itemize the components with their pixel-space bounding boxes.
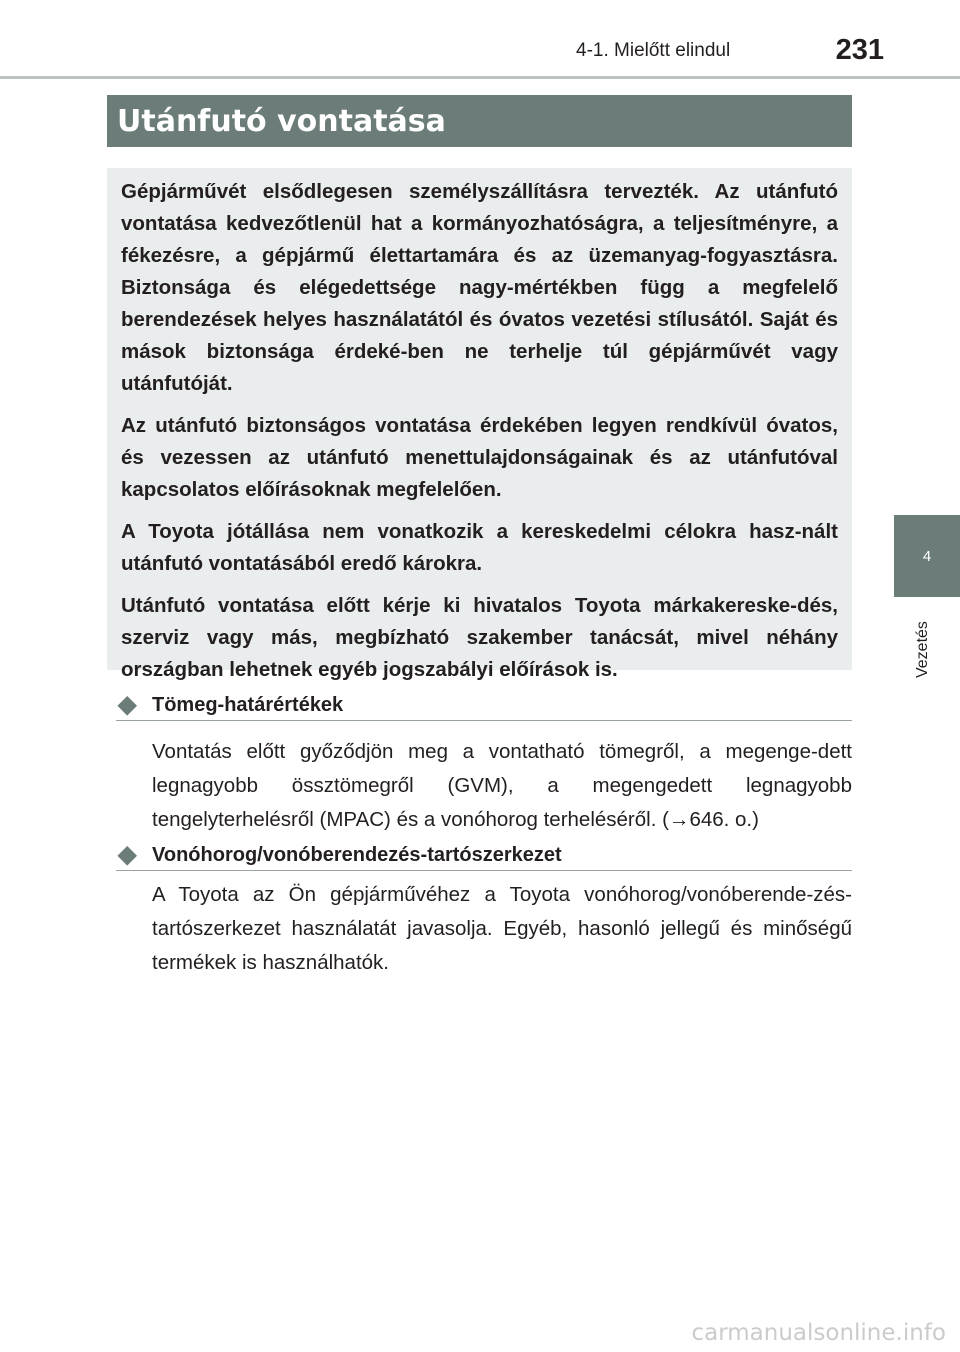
section-body-text: A Toyota az Ön gépjárművéhez a Toyota vonóhorog/vonóberende-zés-tartószerkezet használatát javasolja. Egyéb, hasonló jellegű és minőségű termékek is használhatók. (152, 883, 852, 974)
chapter-label: Vezetés (914, 621, 931, 678)
section-heading-text: Tömeg-határértékek (152, 693, 344, 716)
diamond-icon: ◆ (118, 841, 137, 868)
page-reference-link[interactable]: 646. o.) (689, 808, 759, 831)
page-title-text: Utánfutó vontatása (117, 103, 446, 139)
watermark: carmanualsonline.info (691, 1320, 946, 1346)
intro-box (107, 168, 852, 681)
section-heading-weight-limits (116, 690, 852, 721)
section-heading-text: Vonóhorog/vonóberendezés-tartószerkezet (152, 843, 562, 866)
section-heading-towbar (116, 840, 852, 871)
chapter-tab (894, 515, 960, 597)
arrow-right-icon: → (668, 808, 690, 831)
intro-paragraph: A Toyota jótállása nem vonatkozik a kereskedelmi célokra hasz-nált utánfutó vontatásából eredő károkra. (121, 520, 838, 575)
section-header: 4-1. Mielőtt elindul (576, 40, 731, 61)
intro-paragraph: Utánfutó vontatása előtt kérje ki hivatalos Toyota márkakereske-dés, szerviz vagy más, megbízható szakember tanácsát, mivel néhány országban lehetnek egyéb jogszabályi előírások is. (121, 594, 838, 681)
diamond-icon: ◆ (118, 691, 137, 718)
section-body-weight-limits (152, 735, 852, 837)
intro-paragraph: Az utánfutó biztonságos vontatása érdekében legyen rendkívül óvatos, és vezessen az utánfutó menettulajdonságainak és az utánfutóval kapcsolatos előírásoknak megfelelően. (121, 414, 838, 501)
intro-paragraph: Gépjárművét elsődlegesen személyszállításra tervezték. Az utánfutó vontatása kedvezőtlenül hat a kormányozhatóságra, a teljesítményre, a fékezésre, a gépjármű élettartamára és az üzemanyag-fogyasztásra. Biztonsága és elégedettsége nagy-mértékben függ a megfelelő berendezések helyes használatától és óvatos vezetési stílusától. Saját és mások biztonsága érdeké-ben ne terhelje túl gépjárművét vagy utánfutóját. (121, 180, 838, 395)
section-body-text: Vontatás előtt győződjön meg a vontatható tömegről, a megenge-dett legnagyobb össztömegről (GVM), a megengedett legnagyobb tengelyterhelésről (MPAC) és a vonóhorog terheléséről. ( (152, 740, 852, 831)
header-rule (0, 76, 960, 79)
section-body-towbar (152, 878, 852, 980)
page-title (107, 95, 852, 147)
page-number: 231 (835, 34, 884, 66)
chapter-number: 4 (922, 547, 932, 565)
